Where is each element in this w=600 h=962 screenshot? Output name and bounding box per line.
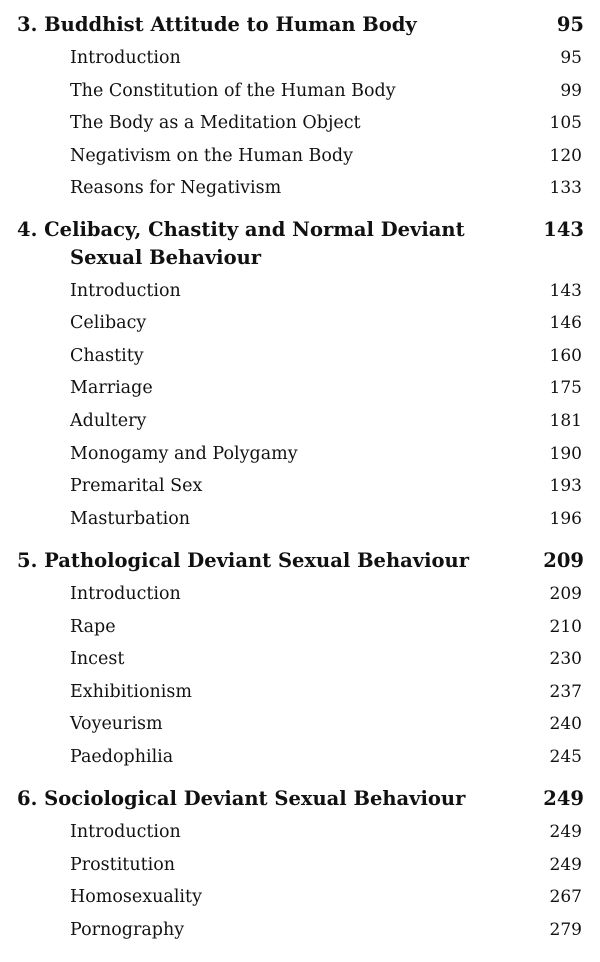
toc-entry [0,742,600,772]
entry-page-number: 105 [549,113,582,133]
entry-title: Premarital Sex [70,476,203,496]
entry-page-number: 237 [549,682,582,702]
entry-title: Incest [70,649,125,669]
toc-entry [0,612,600,642]
chapter-page-number: 95 [556,13,584,36]
entry-title: Masturbation [70,509,191,529]
chapter-title: Buddhist Attitude to Human Body [44,13,417,36]
chapter-page-number: 209 [543,549,584,572]
entry-title: Introduction [70,281,181,301]
toc-entry [0,644,600,674]
entry-title: Homosexuality [70,887,202,907]
toc-entry [0,141,600,171]
toc-entry [0,915,600,945]
toc-entry [0,173,600,203]
entry-page-number: 196 [549,509,582,529]
entry-page-number: 181 [549,411,582,431]
toc-entry [0,850,600,880]
entry-title: Chastity [70,346,144,366]
entry-title: Negativism on the Human Body [70,146,354,166]
toc-entry [0,108,600,138]
toc-entry [0,76,600,106]
toc-entry [0,373,600,403]
toc-entry [0,43,600,73]
chapter-title-continued: Sexual Behaviour [70,246,262,269]
toc-entry [0,341,600,371]
entry-title: Introduction [70,48,181,68]
chapter-title: Pathological Deviant Sexual Behaviour [44,549,469,572]
entry-page-number: 133 [549,178,582,198]
entry-page-number: 240 [549,714,582,734]
entry-page-number: 193 [549,476,582,496]
chapter-title: Sociological Deviant Sexual Behaviour [44,787,466,810]
entry-page-number: 143 [549,281,582,301]
chapter-page-number: 249 [543,787,584,810]
entry-page-number: 120 [549,146,582,166]
entry-title: Rape [70,617,116,637]
entry-page-number: 146 [549,313,582,333]
entry-title: The Constitution of the Human Body [70,81,396,101]
chapter-heading [17,785,466,813]
entry-page-number: 175 [549,378,582,398]
entry-title: Adultery [70,411,147,431]
chapter-heading [17,216,465,272]
toc-entry [0,504,600,534]
chapter-heading [17,547,469,575]
entry-page-number: 249 [549,855,582,875]
chapter-number: 5. [17,549,38,572]
toc-entry [0,308,600,338]
chapter-number: 6. [17,787,38,810]
entry-page-number: 279 [549,920,582,940]
entry-title: Pornography [70,920,185,940]
entry-title: Monogamy and Polygamy [70,444,298,464]
entry-title: Marriage [70,378,153,398]
entry-page-number: 160 [549,346,582,366]
entry-page-number: 249 [549,822,582,842]
toc-entry [0,882,600,912]
entry-page-number: 267 [549,887,582,907]
entry-title: The Body as a Meditation Object [70,113,361,133]
toc-entry [0,817,600,847]
entry-title: Introduction [70,822,181,842]
toc-entry [0,471,600,501]
chapter-number: 3. [17,13,38,36]
chapter-heading [17,11,457,39]
toc-entry [0,406,600,436]
toc-entry [0,276,600,306]
entry-page-number: 210 [549,617,582,637]
entry-title: Celibacy [70,313,147,333]
toc-entry [0,709,600,739]
entry-page-number: 209 [549,584,582,604]
toc-entry [0,579,600,609]
entry-page-number: 190 [549,444,582,464]
entry-title: Prostitution [70,855,176,875]
entry-title: Voyeurism [70,714,163,734]
entry-page-number: 245 [549,747,582,767]
toc-entry [0,677,600,707]
entry-title: Introduction [70,584,181,604]
entry-title: Paedophilia [70,747,174,767]
entry-title: Reasons for Negativism [70,178,282,198]
entry-title: Exhibitionism [70,682,192,702]
entry-page-number: 95 [560,48,582,68]
chapter-page-number: 143 [543,218,584,241]
entry-page-number: 99 [560,81,582,101]
chapter-number: 4. [17,218,38,241]
toc-entry [0,439,600,469]
entry-page-number: 230 [549,649,582,669]
chapter-title: Celibacy, Chastity and Normal Deviant [44,218,465,241]
